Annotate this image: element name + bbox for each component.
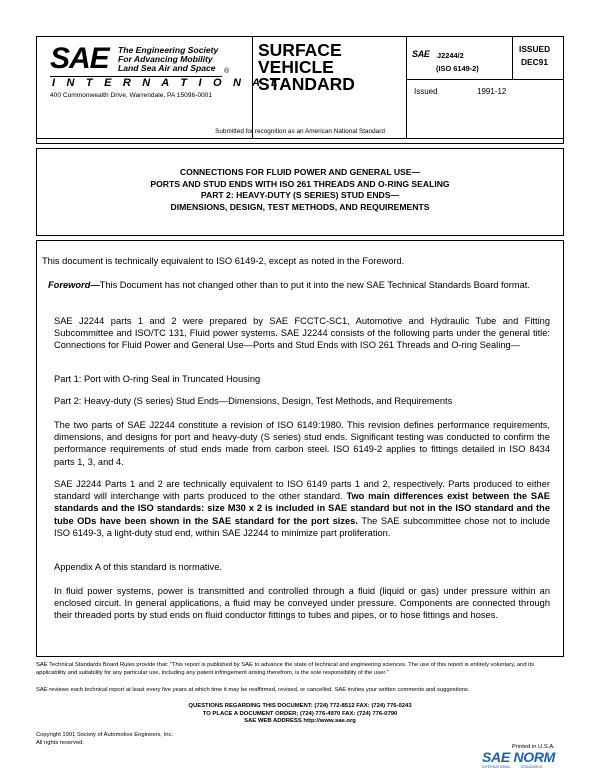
intro-paragraph: This document is technically equivalent to ISO 6149-2, except as noted in the Foreword. [42,256,405,266]
contact-block: QUESTIONS REGARDING THIS DOCUMENT: (724) 772-8512 FAX: (724) 776-0243 TO PLACE A DOCUMENT ORDER; (724) 776-4970 FAX: (724) 776-0790 SAE WEB ADDRESS http://www.sae.org [188,703,412,725]
part-2-line: Part 2: Heavy-duty (S series) Stud Ends—Dimensions, Design, Test Methods, and Requirements [54,396,453,406]
body-right-border [563,240,564,656]
paragraph-4: Appendix A of this standard is normative. [54,562,222,572]
sae-mini-logo: SAE [412,49,430,59]
board-rules-note: SAE Technical Standards Board Rules provide that: "This report is published by SAE to advance the state of technical and engineering sciences. The use of this report is entirely voluntary, and its applicability and suitability for any particular use, including any patent infringement arising therefrom, is the sole responsibility of the user." [36,662,534,676]
iso-reference: (ISO 6149-2) [436,64,479,73]
issued-label: Issued [414,87,438,96]
sae-logo: SAE [50,42,109,75]
paragraph-3: SAE J2244 Parts 1 and 2 are technically equivalent to ISO 6149 parts 1 and 2, respectively. Parts produced to either standard will interchange with parts produced to the other standard. Two main differences exist between the SAE standards and the ISO standards: size M30 x 2 is included in SAE standard but not in the ISO standard and the tube ODs have been shown in the SAE standard for the port sizes. The SAE subcommittee chose not to include ISO 6149-3, a light-duty stud end, within SAE J2244 to minimize part proliferation. [54,479,551,538]
paragraph-2: The two parts of SAE J2244 constitute a revision of ISO 6149:1980. This revision defines performance requirements, dimensions, and designs for port and heavy-duty (S series) stud ends. Significant testing was conducted to confirm the performance requirements of stud ends made from carbon steel. ISO 6149-2 applies to fittings detailed in ISO 8434 parts 1, 3, and 4. [54,420,550,467]
registered-mark: ® [224,68,230,75]
standard-type: SURFACE VEHICLE STANDARD [258,40,355,94]
header-divider-2 [406,36,407,138]
sae-norm-logo: SAE NORM INTERNATIONAL STANDARDS [482,749,556,769]
review-note: SAE reviews each technical report at least every five years at which time it may be reaffirmed, revised, or cancelled. SAE invites your written comments and suggestions. [36,687,470,693]
org-address: 400 Commonwealth Drive, Warrendale, PA 15096-0001 [50,92,212,99]
doc-number: J2244/2 [437,51,464,60]
header-divider-4 [406,79,564,80]
issued-box-label: ISSUED [519,44,551,54]
paragraph-5: In fluid power systems, power is transmitted and controlled through a fluid (liquid or gas) under pressure within an enclosed circuit. In general applications, a fluid may be conveyed under pressure. Components are connected through their threaded ports by stud ends on fluid conductor fittings to tubes and pipes, or to hose fittings and hoses. [54,586,550,621]
body-bottom-border [36,656,564,657]
foreword-paragraph: Foreword—This Document has not changed other than to put it into the new SAE Technical Standards Board format. [48,280,530,290]
part-1-line: Part 1: Port with O-ring Seal in Truncated Housing [54,374,261,384]
issued-date: 1991-12 [477,87,507,96]
international-wordmark: I N T E R N A T I O N A L [52,77,282,89]
copyright-block: Copyright 1991 Society of Automotive Engineers, Inc. All rights reserved. [36,732,173,746]
paragraph-1: SAE J2244 parts 1 and 2 were prepared by SAE FCCTC-SC1, Automotive and Hydraulic Tube and Fitting Subcommittee and ISO/TC 131, Fluid power systems. SAE J2244 consists of the following parts under the general title: Connections for Fluid Power and General Use—Ports and Stud Ends with ISO 261 Threads and O-ring Sealing— [54,316,550,351]
org-tagline: The Engineering Society For Advancing Mobility Land Sea Air and Space [118,45,219,74]
body-left-border [36,240,37,656]
body-top-border [36,240,564,241]
header-divider-3 [512,36,513,79]
issued-box-value: DEC91 [521,57,548,67]
printed-in: Printed in U.S.A. [512,744,555,750]
document-title: CONNECTIONS FOR FLUID POWER AND GENERAL USE— PORTS AND STUD ENDS WITH ISO 261 THREADS AND O-RING SEALING PART 2: HEAVY-DUTY (S SERIES) STUD ENDS— DIMENSIONS, DESIGN, TEST METHODS, AND REQUIREMENTS [150,167,450,212]
recognition-note: Submitted for recognition as an American National Standard [215,128,385,135]
header-bottom-rule [36,138,564,139]
